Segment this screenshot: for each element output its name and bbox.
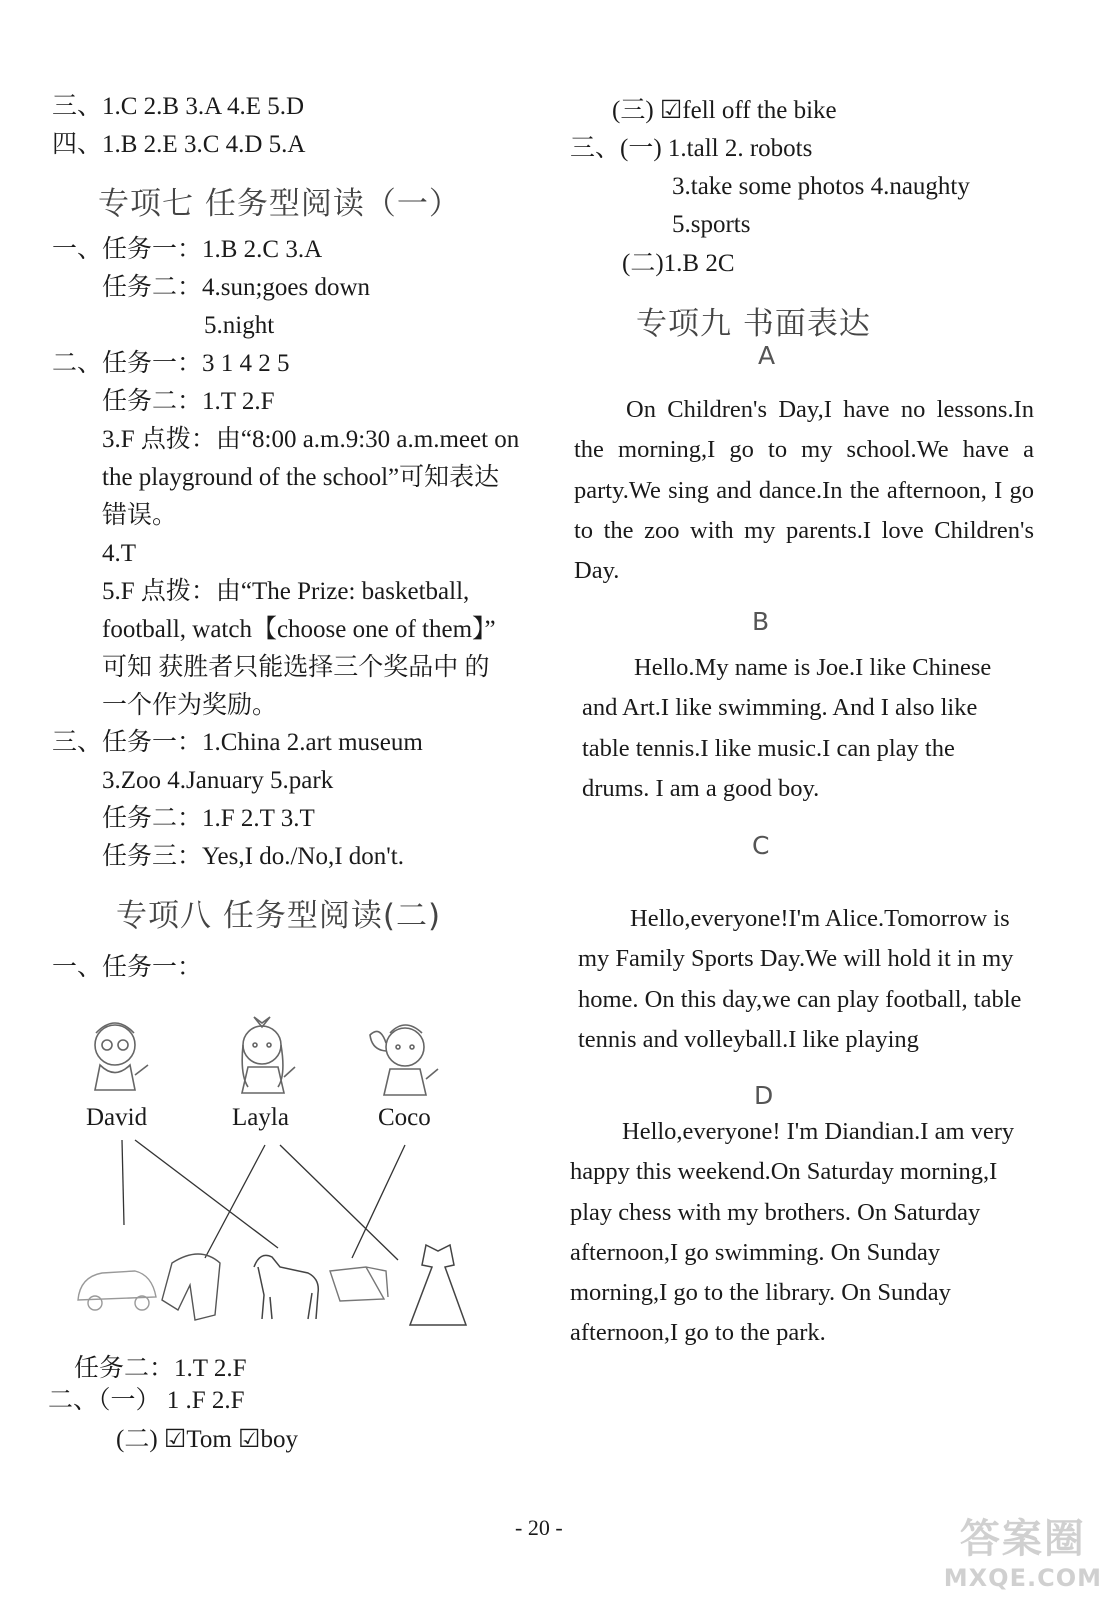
answer-line: 3.take some photos 4.naughty bbox=[672, 173, 970, 200]
answer-line: 三、(一) 1.tall 2. robots bbox=[570, 135, 813, 162]
task-line: 3.Zoo 4.January 5.park bbox=[102, 767, 334, 794]
task-line: 错误。 bbox=[102, 502, 178, 529]
matching-figure bbox=[40, 1005, 510, 1345]
essay-label-d: D bbox=[754, 1081, 774, 1110]
section-heading-9: 专项九 书面表达 bbox=[636, 306, 871, 342]
task-line: 可知 获胜者只能选择三个奖品中 的 bbox=[102, 654, 490, 681]
task-line: 一、任务一：1.B 2.C 3.A bbox=[52, 236, 323, 263]
book-icon bbox=[330, 1267, 388, 1301]
essay-a: On Children's Day,I have no lessons.In the morning,I go to my school.We have a party.We sing and dance.In the afternoon, I go to the zoo with my parents.I love Children's Day. bbox=[574, 396, 1034, 585]
section-heading-8: 专项八 任务型阅读(二) bbox=[116, 898, 442, 934]
task-line: 三、任务一：1.China 2.art museum bbox=[52, 729, 423, 756]
essay-d: Hello,everyone! I'm Diandian.I am very happy this weekend.On Saturday morning,I play chess with my brothers. On Saturday afternoon,I go swimming. On Sunday morning,I go to the library. On Sunday afternoon,I go to the park. bbox=[570, 1118, 1015, 1347]
essay-label-b: B bbox=[752, 607, 770, 636]
task-line: 一、任务一： bbox=[52, 954, 203, 981]
name-layla: Layla bbox=[232, 1104, 289, 1131]
task-line: 一个作为奖励。 bbox=[102, 692, 278, 719]
section-heading-7: 专项七 任务型阅读（一） bbox=[98, 186, 461, 222]
dress-icon bbox=[410, 1245, 466, 1325]
task-line: 5.F 点拨：由“The Prize: basketball, bbox=[102, 578, 470, 605]
match-lines bbox=[122, 1140, 405, 1260]
essay-c: Hello,everyone!I'm Alice.Tomorrow is my Family Sports Day.We will hold it in my home. On this day,we can play football, table tennis and volleyball.I like playing bbox=[578, 905, 1022, 1053]
task-line: 3.F 点拨：由“8:00 a.m.9:30 a.m.meet on bbox=[102, 426, 520, 453]
answer-line: (三) ☑fell off the bike bbox=[612, 97, 837, 124]
task-line: 任务二：1.F 2.T 3.T bbox=[102, 805, 315, 832]
task-line: 5.night bbox=[204, 312, 275, 339]
answer-line-4: 四、1.B 2.E 3.C 4.D 5.A bbox=[52, 131, 306, 158]
task-line: 任务二：1.T 2.F bbox=[74, 1355, 247, 1382]
scarf-icon bbox=[162, 1254, 220, 1320]
task-line: 二、（一） 1 .F 2.F bbox=[48, 1387, 245, 1414]
answer-line: 5.sports bbox=[672, 211, 751, 238]
answer-line-3: 三、1.C 2.B 3.A 4.E 5.D bbox=[52, 93, 305, 120]
task-line: 二、任务一：3 1 4 2 5 bbox=[52, 350, 290, 377]
horse-icon bbox=[254, 1255, 318, 1319]
page-number: - 20 - bbox=[515, 1515, 563, 1540]
essay-label-a: A bbox=[758, 341, 776, 370]
task-line: (二) ☑Tom ☑boy bbox=[116, 1426, 298, 1453]
essay-b: Hello.My name is Joe.I like Chinese and Art.I like swimming. And I also like table tennis.I like music.I can play the drums. I am a good boy. bbox=[582, 654, 992, 802]
david-figure bbox=[95, 1023, 148, 1090]
task-line: 任务三：Yes,I do./No,I don't. bbox=[102, 843, 404, 870]
coco-figure bbox=[370, 1025, 438, 1095]
name-david: David bbox=[86, 1104, 148, 1131]
task-line: 4.T bbox=[102, 540, 137, 567]
name-coco: Coco bbox=[378, 1104, 431, 1131]
task-line: 任务二：4.sun;goes down bbox=[102, 274, 371, 301]
essay-label-c: C bbox=[752, 831, 770, 860]
answer-line: (二)1.B 2C bbox=[622, 250, 735, 277]
task-line: 任务二：1.T 2.F bbox=[102, 388, 275, 415]
watermark-logo: 答案圈 MXQE.COM bbox=[943, 1516, 1102, 1592]
task-line: the playground of the school”可知表达 bbox=[102, 464, 500, 491]
car-icon bbox=[78, 1271, 156, 1310]
layla-figure bbox=[242, 1017, 295, 1093]
task-line: football, watch【choose one of them】” bbox=[102, 616, 496, 643]
